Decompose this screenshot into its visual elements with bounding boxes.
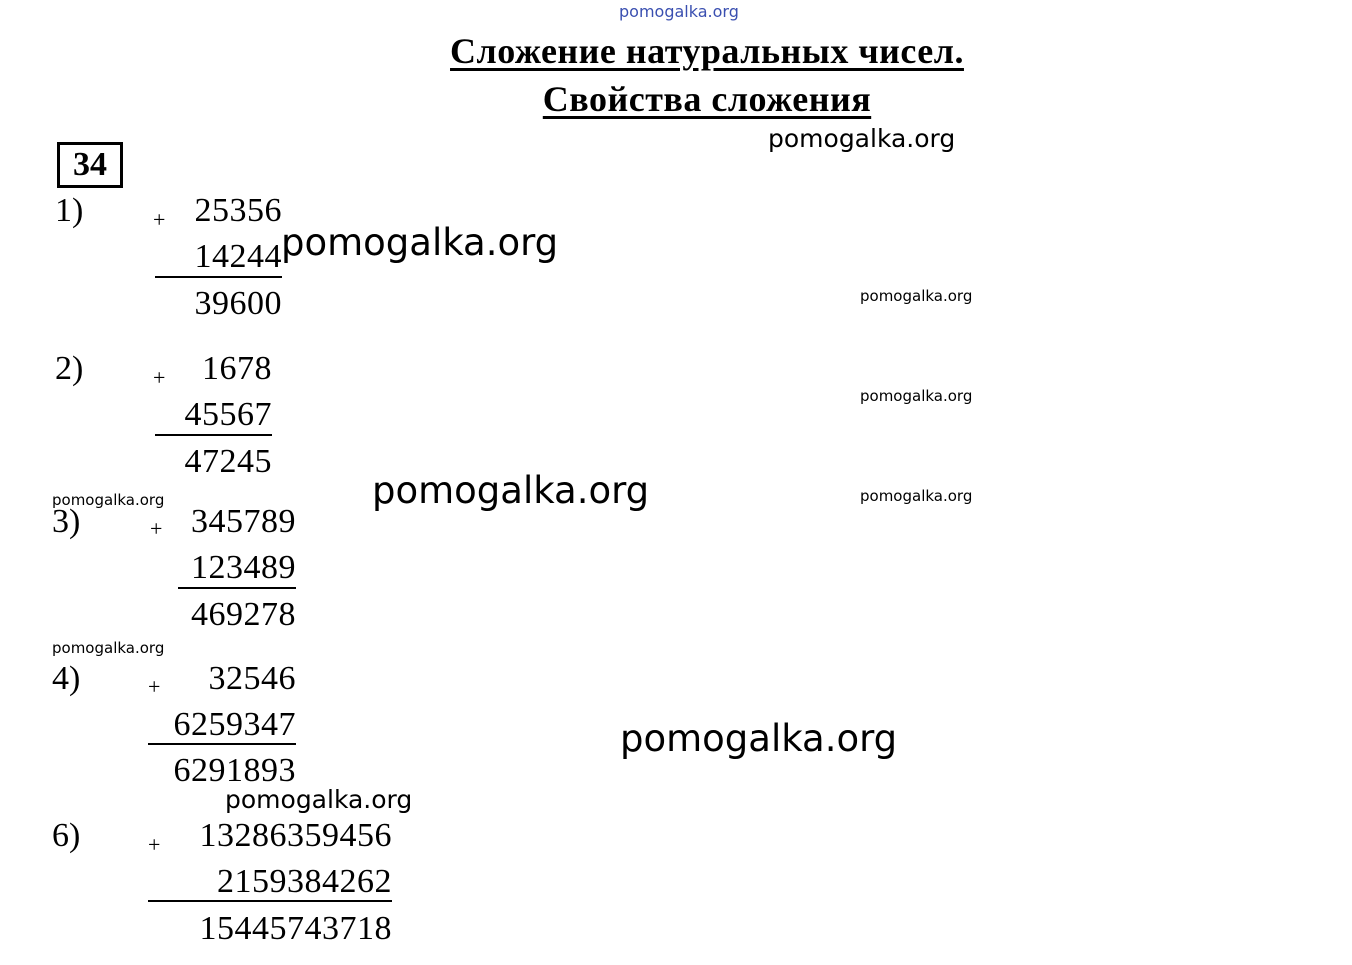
- exercise-number: 34: [57, 142, 123, 188]
- addend-1: 1678: [202, 350, 272, 387]
- sum-rule: [155, 434, 272, 436]
- sum: 47245: [184, 443, 272, 480]
- watermark: pomogalka.org: [225, 785, 413, 814]
- problem-label: 2): [55, 350, 84, 387]
- watermark: pomogalka.org: [52, 639, 165, 657]
- title-line-2: Свойства сложения: [542, 79, 872, 119]
- title-line-1: Сложение натуральных чисел.: [450, 31, 964, 71]
- sum-rule: [155, 276, 282, 278]
- plus-sign: +: [148, 674, 161, 699]
- plus-sign: +: [150, 516, 163, 541]
- addend-1: 13286359456: [199, 817, 392, 854]
- watermark: pomogalka.org: [620, 717, 898, 760]
- problem-label: 6): [52, 817, 81, 854]
- problem-label: 4): [52, 660, 81, 697]
- problem-label: 3): [52, 503, 81, 540]
- header-watermark: pomogalka.org: [619, 2, 739, 21]
- sum: 469278: [191, 596, 296, 633]
- sum: 15445743718: [199, 910, 392, 947]
- plus-sign: +: [153, 365, 166, 390]
- addend-2: 2159384262: [217, 863, 392, 900]
- problem-label: 1): [55, 192, 84, 229]
- sum-rule: [148, 900, 392, 902]
- sum: 39600: [194, 285, 282, 322]
- sum: 6291893: [173, 752, 296, 789]
- sum-rule: [178, 587, 296, 589]
- addend-2: 45567: [184, 396, 272, 433]
- addend-1: 345789: [191, 503, 296, 540]
- addend-2: 123489: [191, 549, 296, 586]
- addend-1: 25356: [194, 192, 282, 229]
- addend-2: 6259347: [173, 706, 296, 743]
- addend-2: 14244: [194, 238, 282, 275]
- watermark: pomogalka.org: [860, 387, 973, 405]
- plus-sign: +: [148, 832, 161, 857]
- watermark: pomogalka.org: [860, 487, 973, 505]
- watermark: pomogalka.org: [52, 491, 165, 509]
- plus-sign: +: [153, 207, 166, 232]
- watermark: pomogalka.org: [281, 221, 559, 264]
- watermark: pomogalka.org: [860, 287, 973, 305]
- sum-rule: [148, 743, 296, 745]
- watermark: pomogalka.org: [768, 124, 956, 153]
- watermark: pomogalka.org: [372, 469, 650, 512]
- addend-1: 32546: [208, 660, 296, 697]
